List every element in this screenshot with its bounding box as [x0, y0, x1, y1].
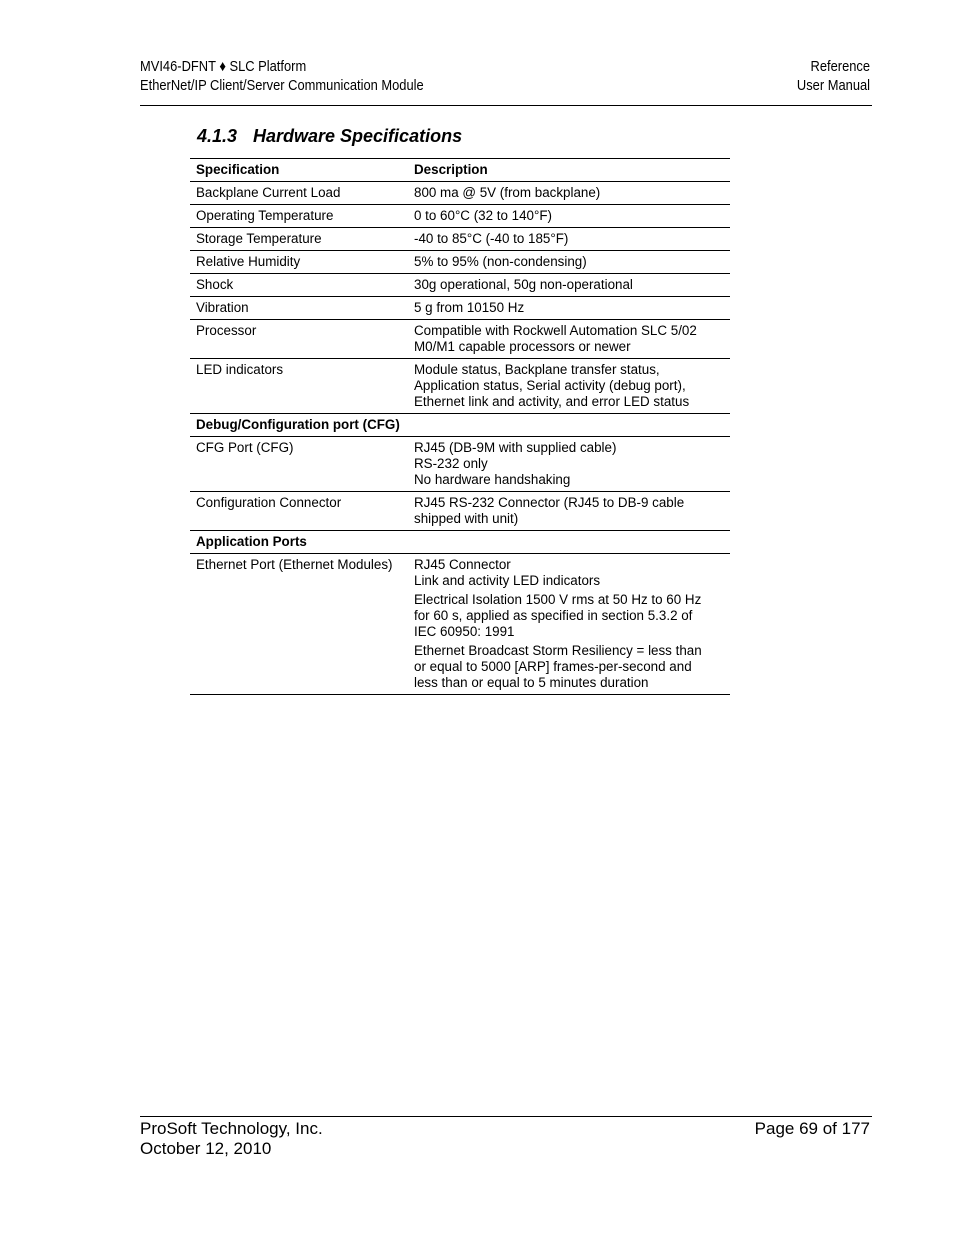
desc-line: Compatible with Rockwell Automation SLC 5/02	[414, 323, 697, 338]
table-row	[190, 554, 730, 695]
footer-page-number: Page 69 of 177	[754, 1119, 870, 1138]
table-header-row	[190, 159, 730, 182]
desc-line: or equal to 5000 [ARP] frames-per-second and	[414, 659, 692, 674]
section-heading	[197, 126, 462, 147]
spec-cell: Shock	[190, 274, 408, 297]
table-row	[190, 274, 730, 297]
table-row	[190, 182, 730, 205]
spec-cell: Storage Temperature	[190, 228, 408, 251]
desc-line: IEC 60950: 1991	[414, 624, 515, 639]
hardware-spec-table	[190, 158, 730, 695]
desc-line: No hardware handshaking	[414, 472, 571, 487]
desc-line: Electrical Isolation 1500 V rms at 50 Hz to 60 Hz	[414, 592, 702, 607]
footer-company: ProSoft Technology, Inc.	[140, 1119, 323, 1138]
header-module-description: EtherNet/IP Client/Server Communication Module	[140, 77, 424, 94]
desc-line: 800 ma @ 5V (from backplane)	[414, 185, 601, 200]
desc-cell	[408, 205, 730, 228]
column-header-description: Description	[408, 159, 730, 182]
desc-line: 5% to 95% (non-condensing)	[414, 254, 587, 269]
header-divider	[140, 105, 872, 106]
desc-line: Application status, Serial activity (debug port),	[414, 378, 686, 393]
table-row	[190, 359, 730, 414]
table-row	[190, 437, 730, 492]
desc-line: Module status, Backplane transfer status,	[414, 362, 660, 377]
desc-cell	[408, 492, 730, 531]
table-row	[190, 297, 730, 320]
table-row	[190, 205, 730, 228]
desc-cell	[408, 437, 730, 492]
desc-line: 30g operational, 50g non-operational	[414, 277, 633, 292]
group-row-application	[190, 531, 730, 554]
spec-cell: CFG Port (CFG)	[190, 437, 408, 492]
desc-cell	[408, 359, 730, 414]
desc-line: -40 to 85°C (-40 to 185°F)	[414, 231, 569, 246]
spec-cell: Vibration	[190, 297, 408, 320]
spec-cell: Operating Temperature	[190, 205, 408, 228]
footer-right	[755, 1119, 870, 1139]
desc-line: RS-232 only	[414, 456, 488, 471]
desc-line: shipped with unit)	[414, 511, 519, 526]
footer-left	[140, 1119, 323, 1159]
group-heading-application-ports: Application Ports	[190, 531, 730, 554]
desc-line: 5 g from 10150 Hz	[414, 300, 525, 315]
header-left	[140, 57, 470, 95]
desc-line: less than or equal to 5 minutes duration	[414, 675, 649, 690]
header-doc-type: User Manual	[796, 77, 870, 94]
spec-cell: Configuration Connector	[190, 492, 408, 531]
desc-cell	[408, 228, 730, 251]
desc-cell	[408, 554, 730, 695]
desc-line: RJ45 (DB-9M with supplied cable)	[414, 440, 617, 455]
group-row-debug	[190, 414, 730, 437]
desc-line: RJ45 Connector	[414, 557, 511, 572]
table-row	[190, 492, 730, 531]
header-right	[785, 57, 870, 95]
table-row	[190, 251, 730, 274]
spec-cell: Relative Humidity	[190, 251, 408, 274]
desc-cell	[408, 251, 730, 274]
column-header-specification: Specification	[190, 159, 408, 182]
section-number: 4.1.3	[197, 126, 238, 146]
section-title: Hardware Specifications	[253, 126, 463, 146]
desc-cell	[408, 297, 730, 320]
desc-cell	[408, 182, 730, 205]
spec-cell: Backplane Current Load	[190, 182, 408, 205]
footer-divider	[140, 1116, 872, 1117]
desc-cell	[408, 274, 730, 297]
desc-line: 0 to 60°C (32 to 140°F)	[414, 208, 552, 223]
spec-cell: Processor	[190, 320, 408, 359]
spec-cell: Ethernet Port (Ethernet Modules)	[190, 554, 408, 695]
desc-line: Ethernet link and activity, and error LED status	[414, 394, 690, 409]
desc-line: Ethernet Broadcast Storm Resiliency = less than	[414, 643, 702, 658]
group-heading-debug-config-port: Debug/Configuration port (CFG)	[190, 414, 730, 437]
footer-date: October 12, 2010	[140, 1139, 272, 1158]
header-product-line: MVI46-DFNT ♦ SLC Platform	[140, 58, 307, 75]
desc-cell	[408, 320, 730, 359]
page-header	[140, 57, 870, 105]
table-row	[190, 320, 730, 359]
desc-line: M0/M1 capable processors or newer	[414, 339, 631, 354]
desc-line: Link and activity LED indicators	[414, 573, 601, 588]
header-section: Reference	[810, 58, 870, 75]
spec-cell: LED indicators	[190, 359, 408, 414]
table-row	[190, 228, 730, 251]
desc-line: for 60 s, applied as specified in section 5.3.2 of	[414, 608, 693, 623]
desc-line: RJ45 RS-232 Connector (RJ45 to DB-9 cable	[414, 495, 685, 510]
